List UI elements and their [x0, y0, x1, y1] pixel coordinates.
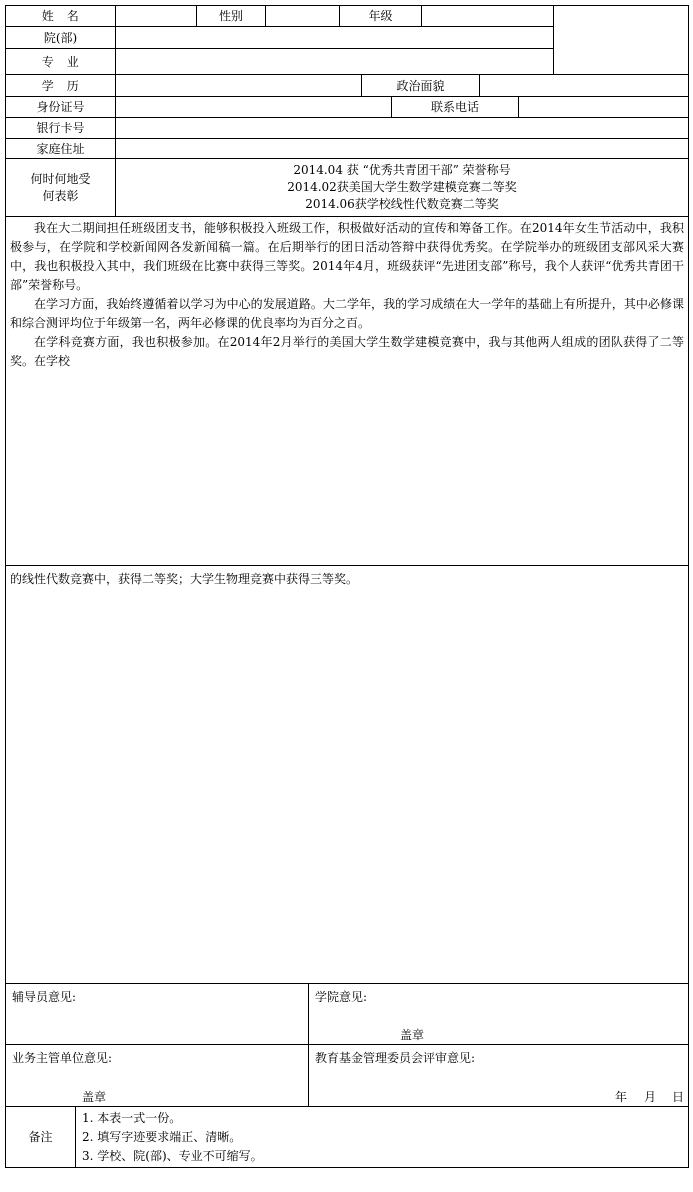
- address-field[interactable]: [115, 138, 689, 159]
- honor-item: 2014.02获美国大学生数学建模竞赛二等奖: [287, 180, 517, 194]
- honors-label-line1: 何时何地受: [30, 171, 91, 186]
- gender-field[interactable]: [265, 5, 340, 27]
- bank-field[interactable]: [115, 117, 689, 139]
- college-opinion-box[interactable]: [308, 983, 689, 1045]
- college-field[interactable]: [115, 26, 554, 49]
- honors-label: [5, 158, 116, 217]
- statement-paragraph: 我在大二期间担任班级团支书，能够积极投入班级工作，积极做好活动的宣传和筹备工作。在2014年女生节活动中，我积极参与，在学院和学校新闻网各发新闻稿一篇。在后期举行的团日活动答辩中获得优秀奖。在学院举办的班级团支部风采大赛中，我也积极投入其中，我们班级在比赛中获得三等奖。2014年4月，班级获评“先进团支部”称号，我个人获评“优秀共青团干部”荣誉称号。: [10, 221, 684, 292]
- college-opinion-label: 学院意见:: [315, 990, 368, 1004]
- education-label: 学 历: [5, 74, 116, 97]
- college-label: 院(部): [5, 26, 116, 49]
- photo-box: [553, 5, 689, 75]
- statement-paragraph: 在学科竞赛方面，我也积极参加。在2014年2月举行的美国大学生数学建模竞赛中，我与其他两人组成的团队获得了二等奖。在学校: [10, 335, 684, 368]
- committee-opinion-label: 教育基金管理委员会评审意见:: [315, 1051, 476, 1065]
- counselor-opinion-box[interactable]: [5, 983, 309, 1045]
- date-day-label: 日: [672, 1090, 685, 1104]
- statement-continuation-section: [5, 565, 689, 984]
- major-field[interactable]: [115, 48, 554, 75]
- grade-field[interactable]: [421, 5, 554, 27]
- id-label: 身份证号: [5, 96, 116, 118]
- honors-list: [115, 158, 689, 217]
- committee-opinion-box[interactable]: [308, 1044, 689, 1107]
- date-year-label: 年: [615, 1090, 628, 1104]
- address-label: 家庭住址: [5, 138, 116, 159]
- statement-paragraph: 在学习方面，我始终遵循着以学习为中心的发展道路。大二学年，我的学习成绩在大一学年的基础上有所提升，其中必修课和综合测评均位于年级第一名，两年必修课的优良率均为百分之百。: [10, 297, 684, 330]
- bank-label: 银行卡号: [5, 117, 116, 139]
- college-stamp-label: 盖章: [400, 1028, 425, 1042]
- name-field[interactable]: [115, 5, 197, 27]
- id-field[interactable]: [115, 96, 392, 118]
- statement-section: [5, 216, 689, 566]
- date-month-label: 月: [644, 1090, 657, 1104]
- dept-stamp-label: 盖章: [82, 1090, 107, 1104]
- major-label: 专 业: [5, 48, 116, 75]
- honor-item: 2014.06获学校线性代数竞赛二等奖: [305, 197, 499, 211]
- honors-label-line2: 何表彰: [42, 188, 79, 203]
- name-label: 姓 名: [5, 5, 116, 27]
- grade-label: 年级: [339, 5, 422, 27]
- education-field[interactable]: [115, 74, 362, 97]
- dept-opinion-box[interactable]: [5, 1044, 309, 1107]
- political-label: 政治面貌: [361, 74, 480, 97]
- statement-continuation: 的线性代数竞赛中，获得二等奖；大学生物理竞赛中获得三等奖。: [10, 572, 359, 586]
- note-item: 3. 学校、院(部)、专业不可缩写。: [82, 1149, 263, 1163]
- counselor-opinion-label: 辅导员意见:: [12, 990, 77, 1004]
- political-field[interactable]: [479, 74, 689, 97]
- dept-opinion-label: 业务主管单位意见:: [12, 1051, 113, 1065]
- note-item: 2. 填写字迹要求端正、清晰。: [82, 1130, 242, 1144]
- note-item: 1. 本表一式一份。: [82, 1111, 182, 1125]
- gender-label: 性别: [196, 5, 266, 27]
- honor-item: 2014.04 获 “优秀共青团干部” 荣誉称号: [293, 163, 511, 177]
- phone-label: 联系电话: [391, 96, 519, 118]
- notes-list: [75, 1106, 689, 1168]
- notes-label: 备注: [5, 1106, 76, 1168]
- phone-field[interactable]: [518, 96, 689, 118]
